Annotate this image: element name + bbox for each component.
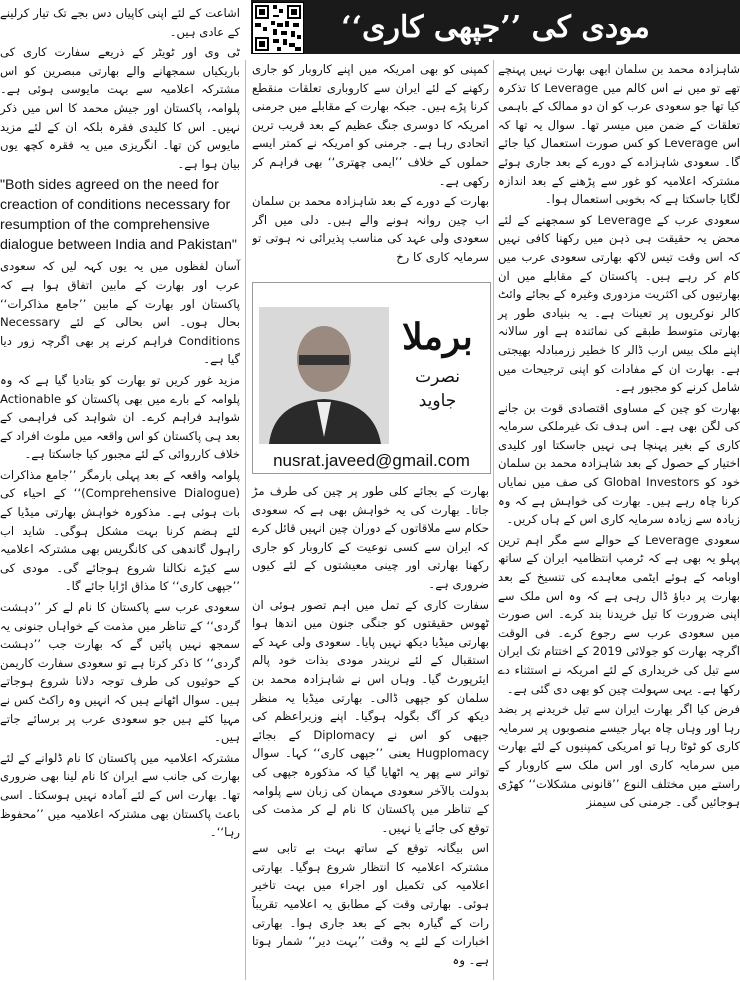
author-box [252,282,491,474]
author-photo [259,307,389,444]
paragraph: بھارت کے بجائے کلی طور پر چین کی طرف مڑ جاتا۔ بھارت کی یہ خواہش بھی ہے کہ سعودی حکام سے ملاقاتوں کے دوران چین انہیں قائل کرے کہ ایران سے کسی نوعیت کے کاروبار کو جاری رکھنا بھارتی اور چینی معیشتوں کے لئے کیوں ضروری ہے۔ [252,484,489,591]
paragraph: سفارت کاری کے تمل میں اہم تصور ہوئی ان ٹھوس حقیقتوں کو جنگی جنون میں اندھا ہوا بھارتی میڈیا دیکھ نہیں پایا۔ سعودی ولی عہد کے استقبال کے لئے نریندر مودی بذات خود پالم ایئرپورٹ گیا۔ وہاں اس نے شاہزادہ محمد بن سلمان کو جپھی ڈالی۔ بھارتی میڈیا یہ منظر دیکھ کر آگ بگولہ ہوگیا۔ اپنے وزیراعظم کی جپھی کو اس نے Diplomacy کے بجائے Hugplomacy یعنی ’’جپھی کاری‘‘ کہا۔ سوال تواتر سے پھر یہ اٹھایا گیا کہ مذکورہ جپھی کی بدولت بالآخر سعودی مہمان کی زبان سے پلوامہ کے تناظر میں پاکستان کا نام لے کر مذمت کی توقع کی جائے یا نہیں۔ [252,597,489,835]
paragraph: مزید غور کریں تو بھارت کو بتادیا گیا ہے کہ وہ پلوامہ کے بارے میں بھی پاکستان کو Actionable شواہد فراہم کرے۔ ان شواہد کی فراہمی کے بعد ہی پاکستان کو اس واقعہ میں ملوث افراد کے خلاف کارروائی کے لئے مجبور کیا جاسکتا ہے۔ [0,372,240,462]
qr-code-icon [252,2,304,54]
paragraph: فرض کیا اگر بھارت ایران سے تیل خریدنے پر بضد رہا اور وہاں چاہ بہار جیسے منصوبوں پر سرمایہ کاری کو ٹوٹا رہا تو امریکی کمپنیوں کے لئے بھارت میں سرمایہ کاری اور اس ملک سے کاروبار کے راستے میں مختلف النوع ’’قانونی مشکلات‘‘ کھڑی ہوجائیں گی۔ جرمنی کی سیمنز [498,702,740,810]
author-email[interactable]: nusrat.javeed@gmail.com [273,451,470,470]
paragraph: سعودی عرب سے پاکستان کا نام لے کر ’’دہشت گردی‘‘ کے تناظر میں مذمت کے خواہاں جنونی یہ سمجھ نہیں پائیں گے کہ بھارت جب ’’دہشت گردی‘‘ کا ذکر کرتا ہے تو سعودی سفارت کاریمن کے حوثیوں کی طرف توجہ دلانا شروع ہوجاتے ہیں۔ سوال اٹھانے ہیں کہ انہیں وہ راکٹ کس نے مہیا کئے ہیں جو سعودی عرب پر برسائے جاتے ہیں۔ [0,600,240,745]
column-divider [245,60,246,980]
paragraph: شاہزادہ محمد بن سلمان ابھی بھارت نہیں پہنچے تھے تو میں نے اس کالم میں Leverage کا تذکرہ کیا تھا جو سعودی عرب کو ان دو ممالک کے باہمی تعلقات کے ضمن میں میسر تھا۔ سوال یہ تھا کہ اس Leverage کو کس صورت استعمال کیا جائے گا۔ سعودی شاہزادے کے دورے کے بعد جاری ہوئے مشترکہ اعلامیہ کو غور سے پڑھنے کے بعد اندازہ لگایا جاسکتا ہے کہ بخوبی استعمال ہوا۔ [498,62,740,207]
english-quote: "Both sides agreed on the need for creaction of conditions necessary for resumption of the comprehensive dialogue between India and Pakistan" [0,177,237,254]
paragraph: کمپنی کو بھی امریکہ میں اپنے کاروبار کو جاری رکھنے کے لئے ایران سے کاروباری تعلقات منقطع کرنا پڑے ہیں۔ جبکہ بھارت کے مقابلے میں جرمنی امریکہ کا دوسری جنگ عظیم کے بعد قریب ترین اتحادی رہا ہے۔ جرمنی کو امریکہ نے کمتر ایسے حملوں کے خلاف ’’ایمی چھتری‘‘ بھی فراہم کر رکھی ہے۔ [252,62,489,188]
paragraph: سعودی عرب کے Leverage کو سمجھنے کے لئے محض یہ حقیقت ہی ذہن میں رکھنا کافی نہیں کہ اس وقت تیس لاکھ بھارتی سعودی عرب میں کام کر رہے ہیں۔ پاکستان کے مقابلے میں ان بھارتیوں کی اکثریت مزدوری وغیرہ کے بجائے وائٹ کالر نوکریوں پر تعینات ہے۔ یہ بنیادی طور پر بھارتی متوسط طبقے کی نمائندہ ہے اور سالانہ اپنے ملک بیس ارب ڈالر کا خطیر زرمبادلہ بھیجتی ہے۔ بھارت ان کے مفادات کو اپنی ترجیحات میں شامل کرنے کو مجبور ہے۔ [498,212,740,395]
column-middle-bottom [252,482,489,971]
author-byline: نصرت جاوید [415,367,460,411]
column-divider [493,60,494,980]
paragraph: ٹی وی اور ٹویٹر کے ذریعے سفارت کاری کی باریکیاں سمجھانے والے بھارتی مبصرین کو اس مشترکہ اعلامیہ سے بہت مایوسی ہوئی ہے۔ پلوامہ، پاکستان اور جیش محمد کا اس میں ذکر نہیں۔ اس کا کلیدی فقرہ بلکہ ان کے لئے مزید مایوس کن تھا۔ انگریزی میں یہ فقرہ کچھ یوں بیان ہوا ہے۔ [0,45,240,171]
headline-bar [251,0,740,54]
column-left [0,4,240,844]
column-middle-top [252,60,489,275]
column-brand [395,315,480,413]
column-right [498,60,740,814]
paragraph: اشاعت کے لئے اپنی کاپیاں دس بجے تک تیار کرلینے کے عادی ہیں۔ [0,6,240,39]
paragraph: اس بیگانہ توقع کے ساتھ بہت بے تابی سے مشترکہ اعلامیہ کا انتظار شروع ہوگیا۔ بھارتی اعلامیہ کی تکمیل اور اجراء میں بہت تاخیر ہوئی۔ بھارتی وقت کے مطابق یہ اعلامیہ تقریباً رات کے گیارہ بجے کے بعد جاری ہوا۔ بھارتی اخبارات کے لئے یہ وقت ’’بہت دیر‘‘ شمار ہوتا ہے۔ وہ [252,841,489,967]
column-brand-name: برملا [402,316,473,358]
paragraph: بھارت کے دورے کے بعد شاہزادہ محمد بن سلمان اب چین روانہ ہونے والے ہیں۔ دلی میں اگر سعودی ولی عہد کی مناسب پذیرائی نہ ہوتی تو سرمایہ کاری کا رخ [252,194,489,264]
paragraph: سعودی Leverage کے حوالے سے مگر اہم ترین پہلو یہ بھی ہے کہ ٹرمپ انتظامیہ ایران کے ساتھ اوبامہ کے ہوئے ایٹمی معاہدے کی تنسیخ کے بعد بھارت پر دباؤ ڈال رہی ہے کہ وہ اس ملک سے اپنی ضرورت کا تیل خریدنا بند کرے۔ اس صورت میں سعودی عرب سے رجوع کرے۔ فی الوقت اگرچہ بھارت کو جولائی 2019 کے اختتام تک ایران سے تیل کی خریداری کے لئے امریکہ نے استثناء دے رکھا ہے۔ یہی سہولت چین کو بھی دی گئی ہے۔ [498,532,740,696]
paragraph: مشترکہ اعلامیہ میں پاکستان کا نام ڈلوانے کے لئے بھارت کی جانب سے ایران کا نام لینا بھی ضروری تھا۔ بھارت اس کے لئے آمادہ نہیں ہوسکتا۔ اسی باعث پاکستان بھی مشترکہ اعلامیہ میں ’’محفوظ رہا‘‘۔ [0,750,240,840]
paragraph: پلوامہ واقعہ کے بعد پہلی بارمگر ’’جامع مذاکرات (Comprehensive Dialogue)‘‘ کے احیاء کی بات ہوئی ہے۔ مذکورہ خواہش بھارتی میڈیا کے لئے ہضم کرنا بہت مشکل ہوگی۔ شاید اب راہول گاندھی کی کانگریس بھی مشترکہ اعلامیہ سے کیڑے نکالنا شروع ہوجائے گی۔ مودی کی ’’جپھی کاری‘‘ کا مذاق اڑایا جائے گا۔ [0,467,240,594]
paragraph: بھارت کو چین کے مساوی اقتصادی قوت بن جانے کی لگن بھی ہے۔ اس ہدف تک غیرملکی سرمایہ کاری کے بغیر پہنچا ہی نہیں جاسکتا اور کلیدی اختیار کے حصول کے بعد شاہزادہ محمد بن سلمان خود کو Global Investors کی صف میں نمایاں کرنا چاہ رہے ہیں۔ بھارت کی خواہش ہے کہ وہ زیادہ سے زیادہ سرمایہ کاری اس کے ہاں کریں۔ [498,400,740,527]
paragraph: آسان لفظوں میں یہ یوں کہہ لیں کہ سعودی عرب اور بھارت کے مابین اتفاق ہوا ہے کہ پاکستان اور بھارت کے مابین ’’جامع مذاکرات‘‘ بحال ہوں۔ اس بحالی کے لئے Necessary Conditions فراہم کرنے پر بھی اگرچہ زور دیا گیا ہے۔ [0,259,240,367]
headline-title: مودی کی ’’جپھی کاری‘‘ [341,9,650,45]
